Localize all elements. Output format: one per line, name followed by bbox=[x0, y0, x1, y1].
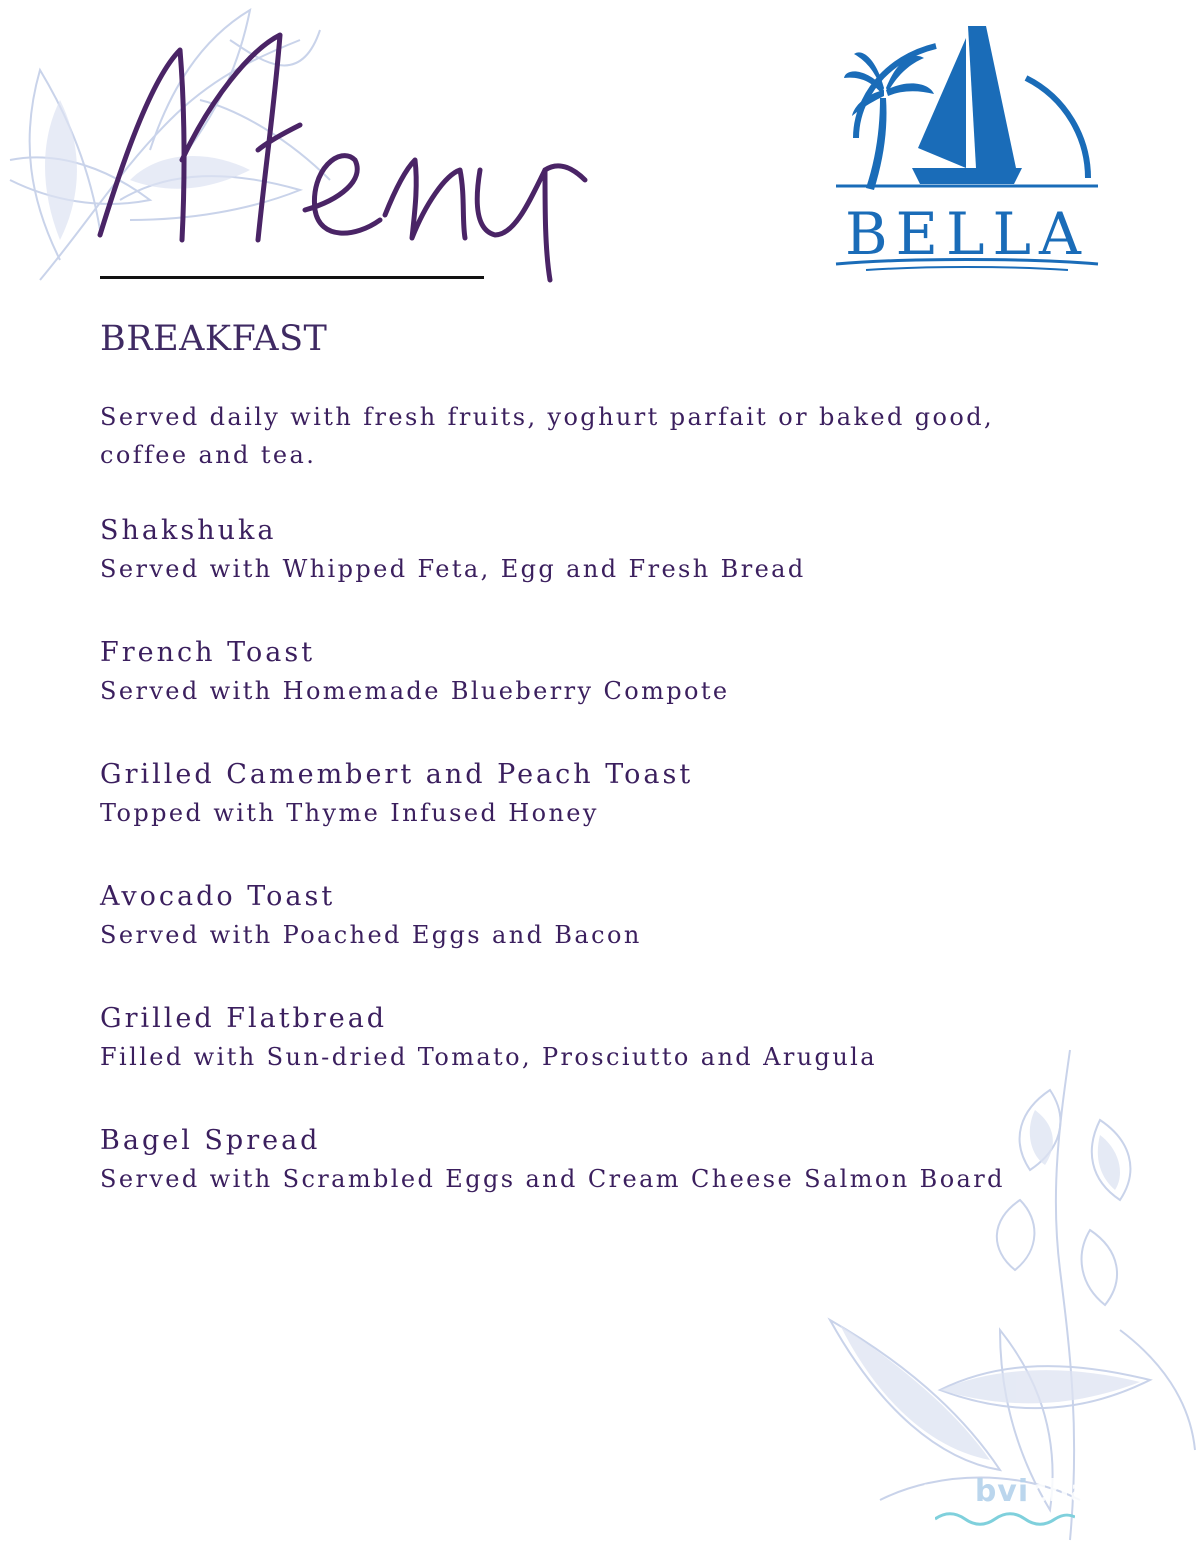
menu-item-name: Bagel Spread bbox=[100, 1125, 321, 1156]
section-title: BREAKFAST bbox=[100, 319, 328, 359]
menu-item-name: Shakshuka bbox=[100, 515, 277, 546]
menu-item-description: Served with Homemade Blueberry Compote bbox=[100, 677, 730, 705]
menu-item bbox=[100, 1122, 1100, 1198]
intro-line: coffee and tea. bbox=[100, 441, 317, 469]
menu-item-name: Grilled Camembert and Peach Toast bbox=[100, 759, 694, 790]
wave-icon bbox=[935, 1512, 1075, 1526]
menu-item bbox=[100, 512, 1100, 588]
menu-item bbox=[100, 634, 1100, 710]
watermark-part: charter bbox=[1029, 1474, 1160, 1509]
sailboat-palm-logo-icon bbox=[826, 18, 1108, 274]
title-underline bbox=[100, 276, 484, 279]
menu-item-description: Served with Whipped Feta, Egg and Fresh Bread bbox=[100, 555, 806, 583]
section-intro bbox=[100, 398, 1100, 474]
menu-script-title bbox=[90, 10, 610, 290]
menu-item-description: Filled with Sun-dried Tomato, Prosciutto and Arugula bbox=[100, 1043, 877, 1071]
menu-item-name: French Toast bbox=[100, 637, 316, 668]
site-watermark bbox=[922, 1474, 1160, 1509]
menu-item bbox=[100, 756, 1100, 832]
menu-item bbox=[100, 878, 1100, 954]
menu-item-name: Avocado Toast bbox=[100, 881, 336, 912]
intro-line: Served daily with fresh fruits, yoghurt parfait or baked good, bbox=[100, 403, 995, 431]
menu-content bbox=[100, 318, 1100, 1244]
menu-item-description: Served with Poached Eggs and Bacon bbox=[100, 921, 642, 949]
menu-item bbox=[100, 1000, 1100, 1076]
menu-item-description: Served with Scrambled Eggs and Cream Cheese Salmon Board bbox=[100, 1165, 1005, 1193]
watermark-part: my bbox=[922, 1474, 975, 1509]
menu-item-description: Topped with Thyme Infused Honey bbox=[100, 799, 599, 827]
watermark-part: bvi bbox=[974, 1474, 1030, 1509]
menu-item-name: Grilled Flatbread bbox=[100, 1003, 388, 1034]
logo-text: BELLA bbox=[845, 200, 1089, 268]
